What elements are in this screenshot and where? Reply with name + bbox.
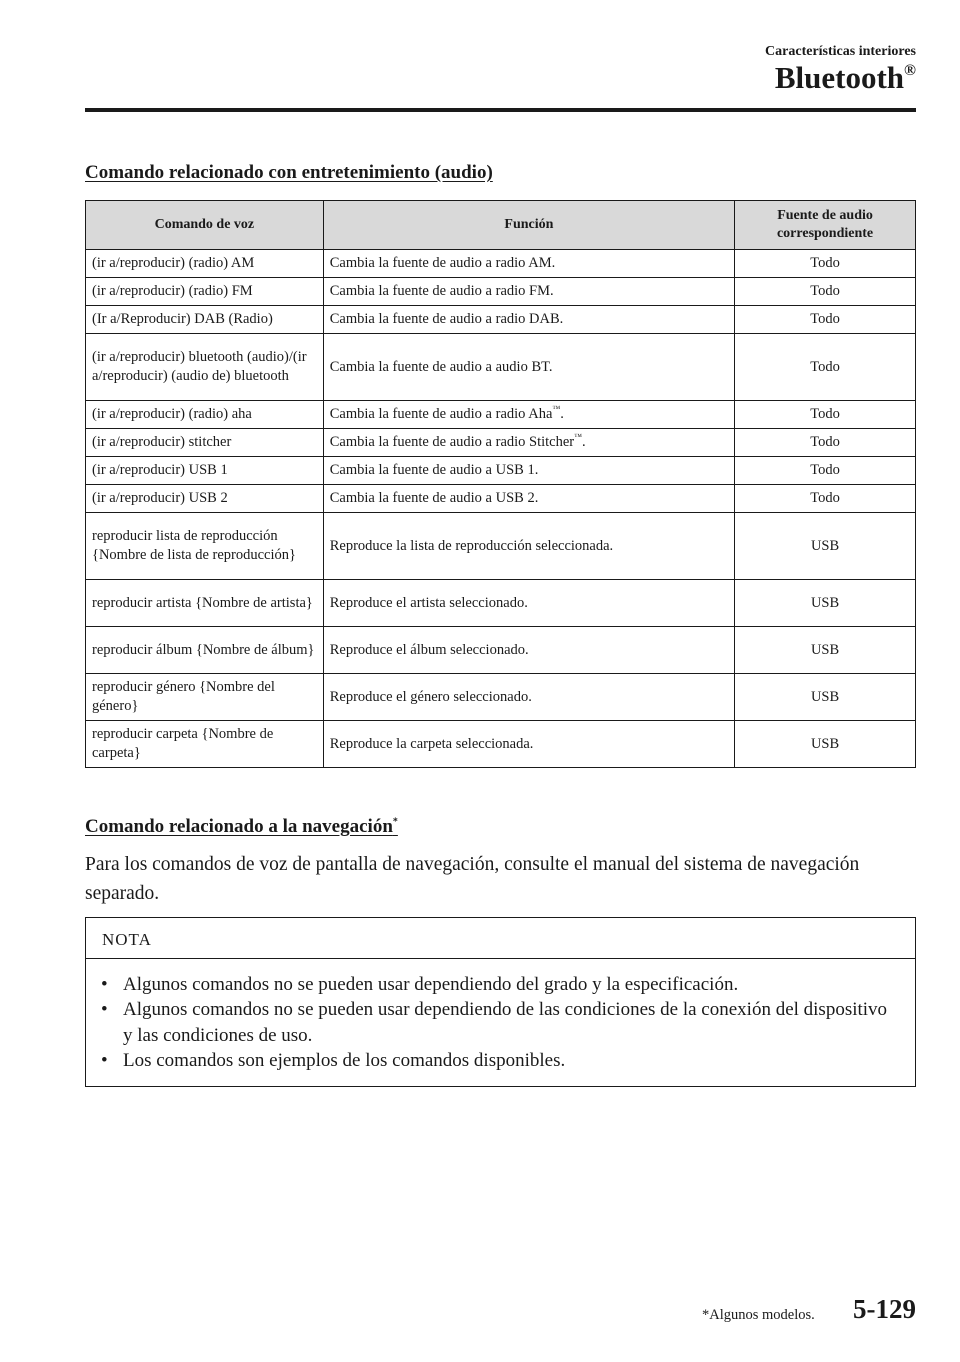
cell-command: reproducir carpeta {Nombre de carpeta} [86, 721, 324, 768]
bullet-icon: • [101, 1049, 108, 1071]
chapter-title [775, 60, 916, 96]
cell-source: Todo [735, 278, 916, 306]
cell-command: (ir a/reproducir) (radio) AM [86, 250, 324, 278]
note-item [101, 1048, 895, 1073]
cell-function: Cambia la fuente de audio a audio BT. [323, 334, 734, 401]
cell-function: Cambia la fuente de audio a radio AM. [323, 250, 734, 278]
cell-source: Todo [735, 306, 916, 334]
header-audio-source: Fuente de audio correspondiente [735, 201, 916, 250]
table-row [86, 306, 916, 334]
cell-command: reproducir lista de reproducción {Nombre de lista de reproducción} [86, 513, 324, 580]
cell-function [323, 429, 734, 457]
cell-function: Cambia la fuente de audio a radio FM. [323, 278, 734, 306]
header-voice-command: Comando de voz [86, 201, 324, 250]
table-row [86, 334, 916, 401]
cell-command: (ir a/reproducir) USB 2 [86, 485, 324, 513]
table-header-row [86, 201, 916, 250]
cell-function-end: . [560, 406, 564, 423]
header-rule [85, 108, 916, 112]
table-row [86, 278, 916, 306]
cell-command: (ir a/reproducir) (radio) aha [86, 401, 324, 429]
cell-source: USB [735, 513, 916, 580]
cell-function-text: Cambia la fuente de audio a radio Aha [329, 406, 553, 423]
section-title-navigation [85, 816, 398, 838]
section-title-audio: Comando relacionado con entretenimiento (audio) [85, 162, 493, 183]
cell-function-end: . [581, 434, 586, 451]
cell-source: Todo [735, 485, 916, 513]
table-row [86, 429, 916, 457]
cell-function-text: Cambia la fuente de audio a radio Stitcher [329, 434, 575, 451]
table-row [86, 457, 916, 485]
cell-command: reproducir artista {Nombre de artista} [86, 580, 324, 627]
cell-function: Reproduce la lista de reproducción seleccionada. [323, 513, 734, 580]
cell-source: USB [735, 580, 916, 627]
cell-source: Todo [735, 429, 916, 457]
note-item-text: Algunos comandos no se pueden usar dependiendo de las condiciones de la conexión del dispositivo y las condiciones de uso. [123, 999, 888, 1046]
table-row [86, 627, 916, 674]
chapter-subtitle: Características interiores [765, 44, 916, 59]
registered-mark: ® [904, 62, 916, 79]
cell-command: reproducir género {Nombre del género} [86, 674, 324, 721]
note-box [85, 917, 916, 1087]
note-item [101, 997, 895, 1048]
cell-command: (Ir a/Reproducir) DAB (Radio) [86, 306, 324, 334]
cell-source: USB [735, 674, 916, 721]
cell-function: Cambia la fuente de audio a USB 1. [323, 457, 734, 485]
note-item [101, 972, 895, 997]
table-row [86, 485, 916, 513]
cell-function: Reproduce el género seleccionado. [323, 674, 734, 721]
section-title-navigation-text: Comando relacionado a la navegación [85, 816, 393, 837]
cell-source: Todo [735, 457, 916, 485]
page-number: 5-129 [853, 1294, 916, 1324]
navigation-paragraph: Para los comandos de voz de pantalla de navegación, consulte el manual del sistema de navegación separado. [85, 854, 860, 905]
cell-command: (ir a/reproducir) USB 1 [86, 457, 324, 485]
table-row [86, 250, 916, 278]
cell-function: Reproduce la carpeta seleccionada. [323, 721, 734, 768]
cell-command: (ir a/reproducir) bluetooth (audio)/(ir a/reproducir) (audio de) bluetooth [86, 334, 324, 401]
cell-source: Todo [735, 250, 916, 278]
asterisk-mark: * [392, 816, 398, 828]
table-row [86, 580, 916, 627]
trademark-mark: ™ [574, 432, 582, 442]
cell-function: Cambia la fuente de audio a USB 2. [323, 485, 734, 513]
chapter-title-text: Bluetooth [774, 60, 905, 95]
cell-source: Todo [735, 334, 916, 401]
cell-function: Cambia la fuente de audio a radio DAB. [323, 306, 734, 334]
voice-command-table [85, 200, 916, 768]
cell-function [323, 401, 734, 429]
cell-source: Todo [735, 401, 916, 429]
note-item-text: Los comandos son ejemplos de los comandos disponibles. [123, 1049, 566, 1071]
bullet-icon: • [101, 974, 108, 995]
cell-source: USB [735, 721, 916, 768]
table-row [86, 674, 916, 721]
table-row [86, 401, 916, 429]
trademark-mark: ™ [552, 404, 561, 414]
table-row [86, 721, 916, 768]
header-function: Función [323, 201, 734, 250]
table-row [86, 513, 916, 580]
cell-function: Reproduce el artista seleccionado. [323, 580, 734, 627]
cell-function: Reproduce el álbum seleccionado. [323, 627, 734, 674]
cell-command: (ir a/reproducir) stitcher [86, 429, 324, 457]
note-heading: NOTA [86, 918, 915, 959]
footnote: *Algunos modelos. [702, 1307, 815, 1323]
cell-command: reproducir álbum {Nombre de álbum} [86, 627, 324, 674]
bullet-icon: • [101, 999, 108, 1021]
note-list [86, 959, 915, 1073]
cell-source: USB [735, 627, 916, 674]
cell-command: (ir a/reproducir) (radio) FM [86, 278, 324, 306]
note-item-text: Algunos comandos no se pueden usar dependiendo del grado y la especificación. [123, 974, 739, 995]
